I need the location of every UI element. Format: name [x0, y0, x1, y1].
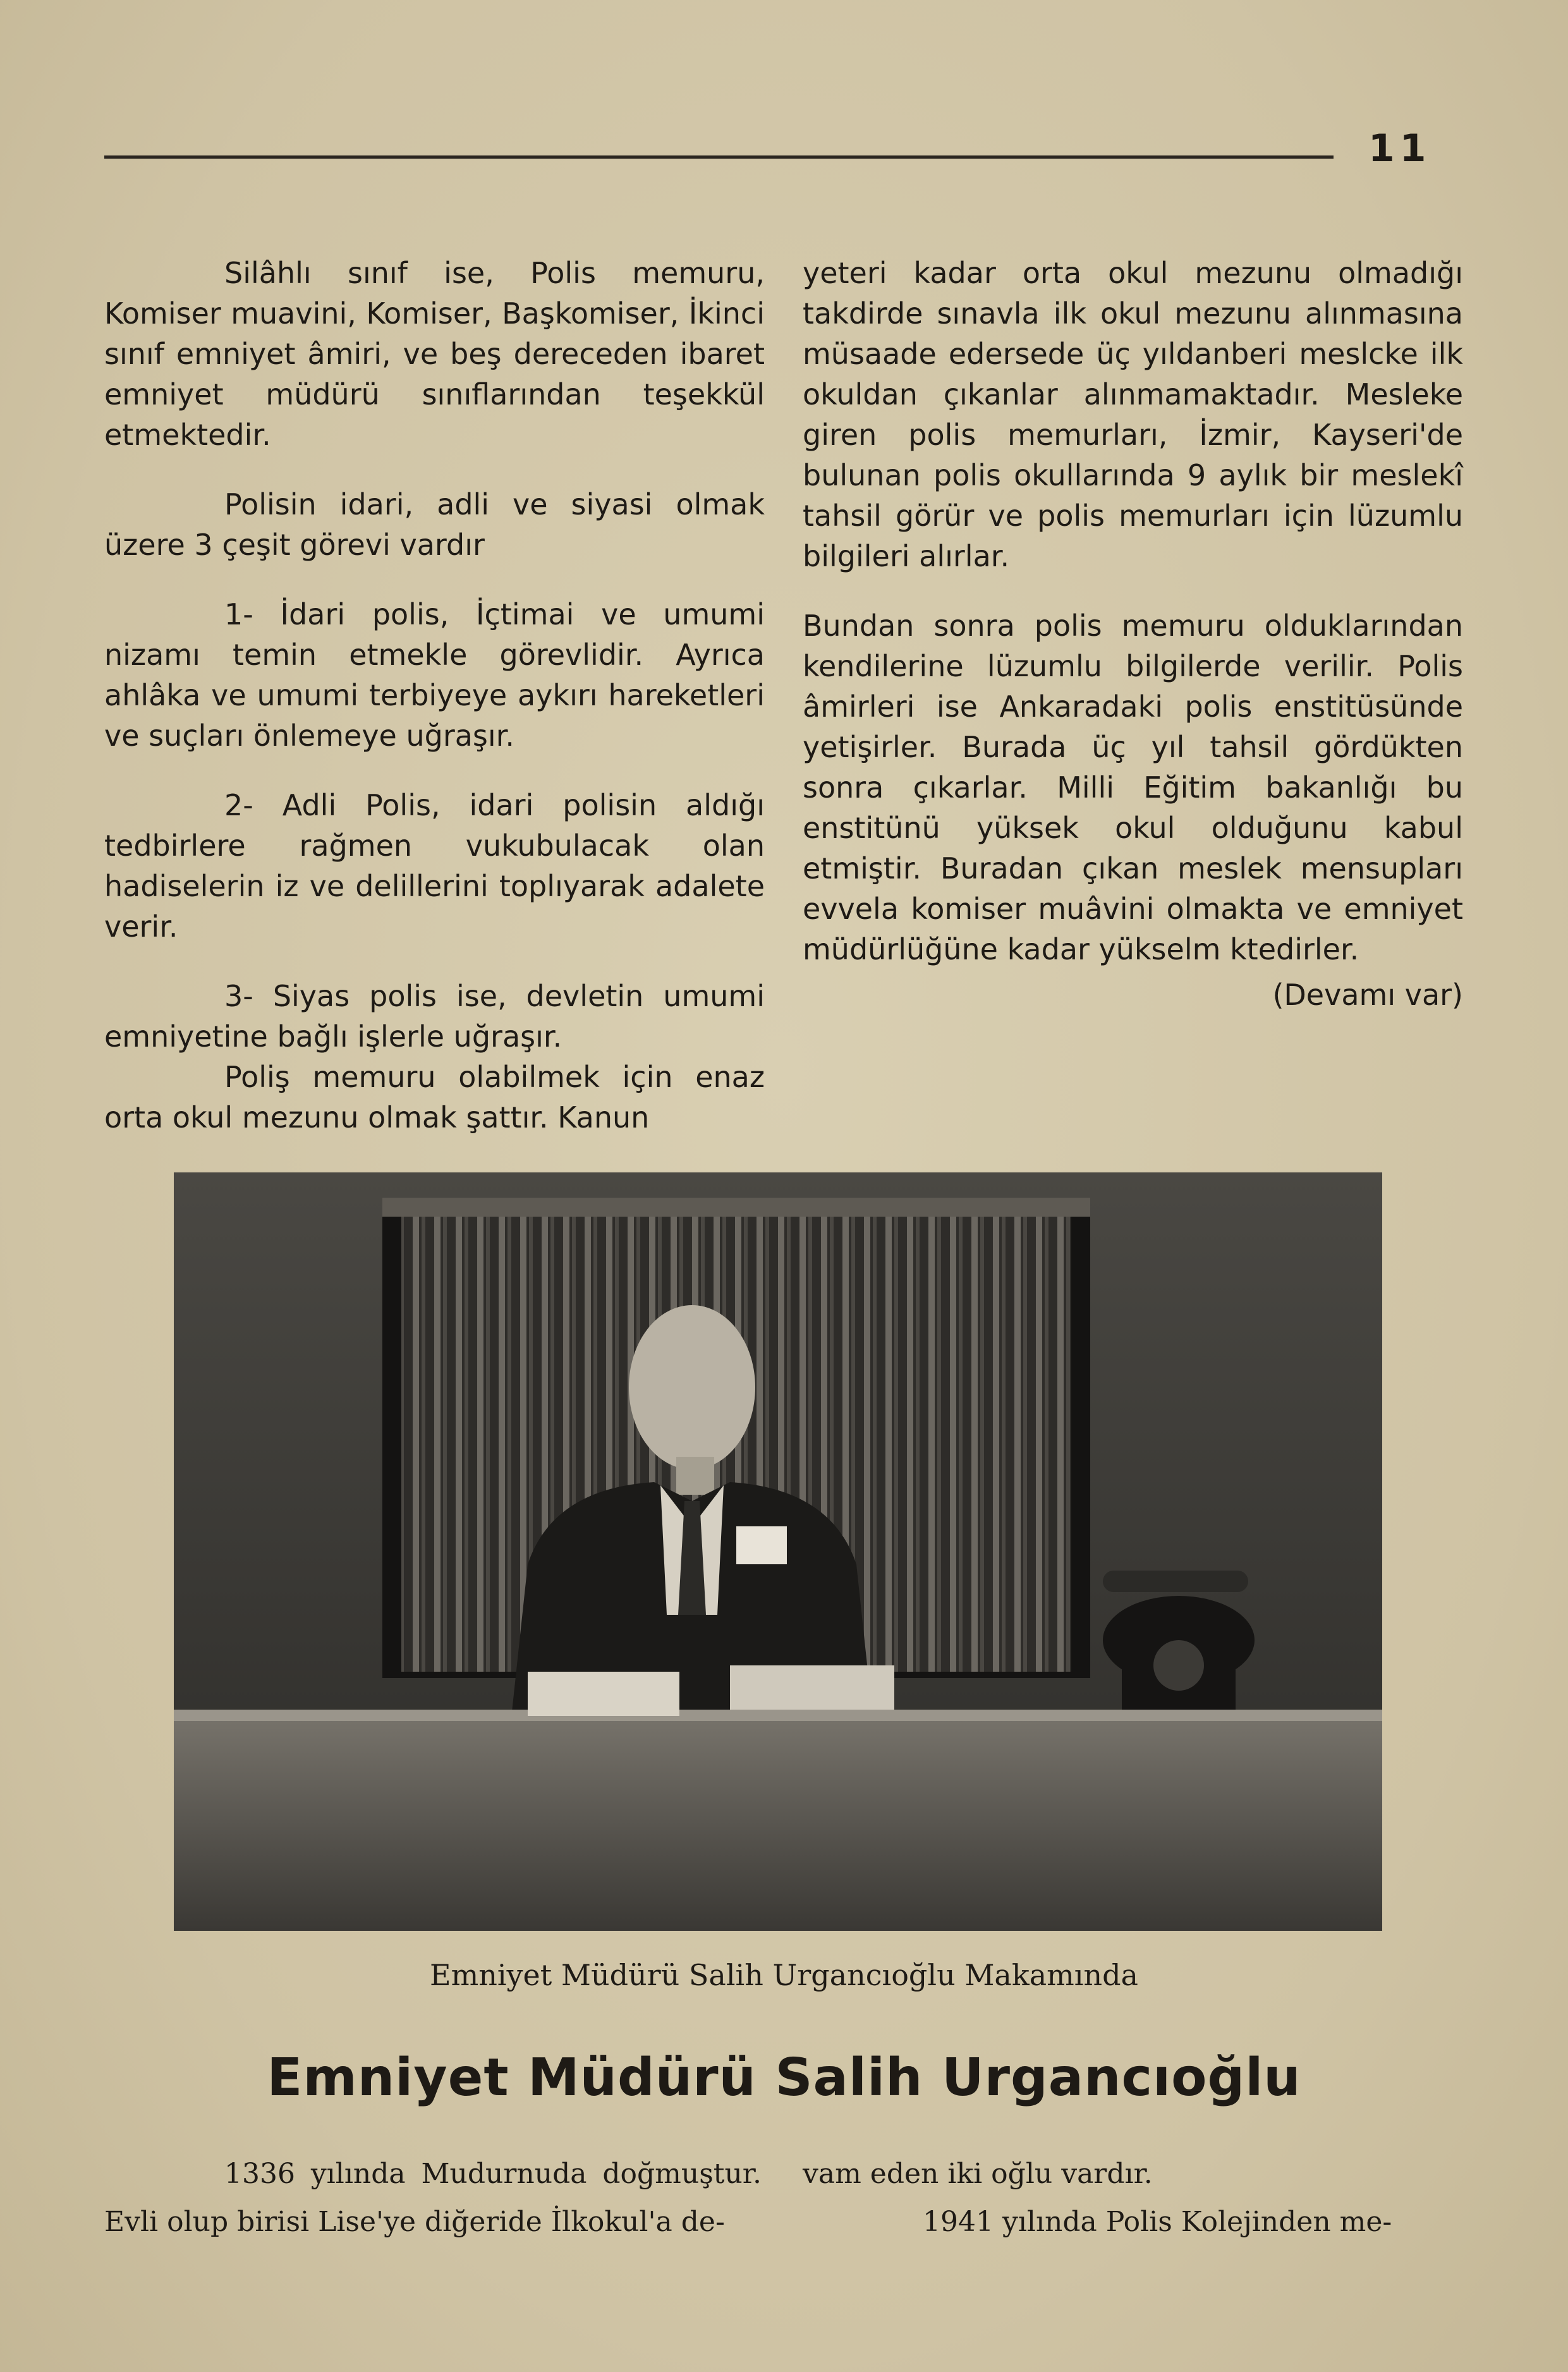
paragraph-schools: yeteri kadar orta okul mezunu olmadığı takdirde sınavla ilk okul mezunu alınmasına müsaade edersede üç yıldanberi meslcke ilk okuldan çıkanlar alınmamaktadır. Mesleke giren polis memurları, İzmir, Kayseri'de bulunan polis okullarında 9 aylık bir meslekî tahsil görür ve polis memurları için lüzumlu bilgileri alırlar.: [803, 256, 1463, 573]
bottom-left-column: [104, 2150, 762, 2246]
paragraph-political-police: 3- Siyas polis ise, devletin umumi emniyetine bağlı işlerle uğraşır.: [104, 979, 765, 1054]
paragraph-judicial-police: 2- Adli Polis, idari polisin aldığı tedbirlere rağmen vukubulacak olan hadiselerin iz ve delillerini toplıyarak adalete verir.: [104, 788, 765, 944]
paragraph-police-classes: Silâhlı sınıf ise, Polis memuru, Komiser muavini, Komiser, Başkomiser, İkinci sınıf emniyet âmiri, ve beş dereceden ibaret emniyet müdürü sınıflarından teşekkül etmektedir.: [104, 256, 765, 452]
continued-note: (Devamı var): [1272, 978, 1463, 1012]
office-photo-illustration: [174, 1172, 1382, 1931]
paragraph-requirements: Poliş memuru olabilmek için enaz orta okul mezunu olmak şattır. Kanun: [104, 1060, 765, 1134]
bottom-right-column: [803, 2150, 1460, 2246]
paragraph-administrative-police: 1- İdari polis, İçtimai ve umumi nizamı temin etmekle görevlidir. Ayrıca ahlâka ve umumi terbiyeye aykırı hareketleri ve suçları önlemeye uğraşır.: [104, 597, 765, 753]
biography-college-line: 1941 yılında Polis Kolejinden me-: [923, 2206, 1392, 2238]
photo-caption: Emniyet Müdürü Salih Urgancıoğlu Makamında: [430, 1958, 1138, 1992]
portrait-photo: [174, 1172, 1382, 1931]
right-text-column: [803, 253, 1463, 1015]
header-rule: [104, 155, 1334, 159]
biography-paragraph: 1336 yılında Mudurnuda doğmuştur. Evli olup birisi Lise'ye diğeride İlkokul'a de-: [104, 2158, 762, 2238]
paragraph-institute: Bundan sonra polis memuru olduklarından kendilerine lüzumlu bilgilerde verilir. Polis âmirleri ise Ankaradaki polis enstitüsünde yetişirler. Burada üç yıl tahsil gördükten sonra çıkarlar. Milli Eğitim bakanlığı bu enstitünü yüksek okul olduğunu kabul etmiştir. Buradan çıkan meslek mensupları evvela komiser muâvini olmakta ve emniyet müdürlüğüne kadar yükselm ktedirler.: [803, 609, 1463, 966]
paragraph-police-duties: Polisin idari, adli ve siyasi olmak üzere 3 çeşit görevi vardır: [104, 487, 765, 562]
biography-continued-line: vam eden iki oğlu vardır.: [803, 2158, 1153, 2190]
page-number: 11: [1368, 126, 1431, 171]
article-headline: Emniyet Müdürü Salih Urgancıoğlu: [267, 2048, 1301, 2108]
left-text-column: [104, 253, 765, 1138]
